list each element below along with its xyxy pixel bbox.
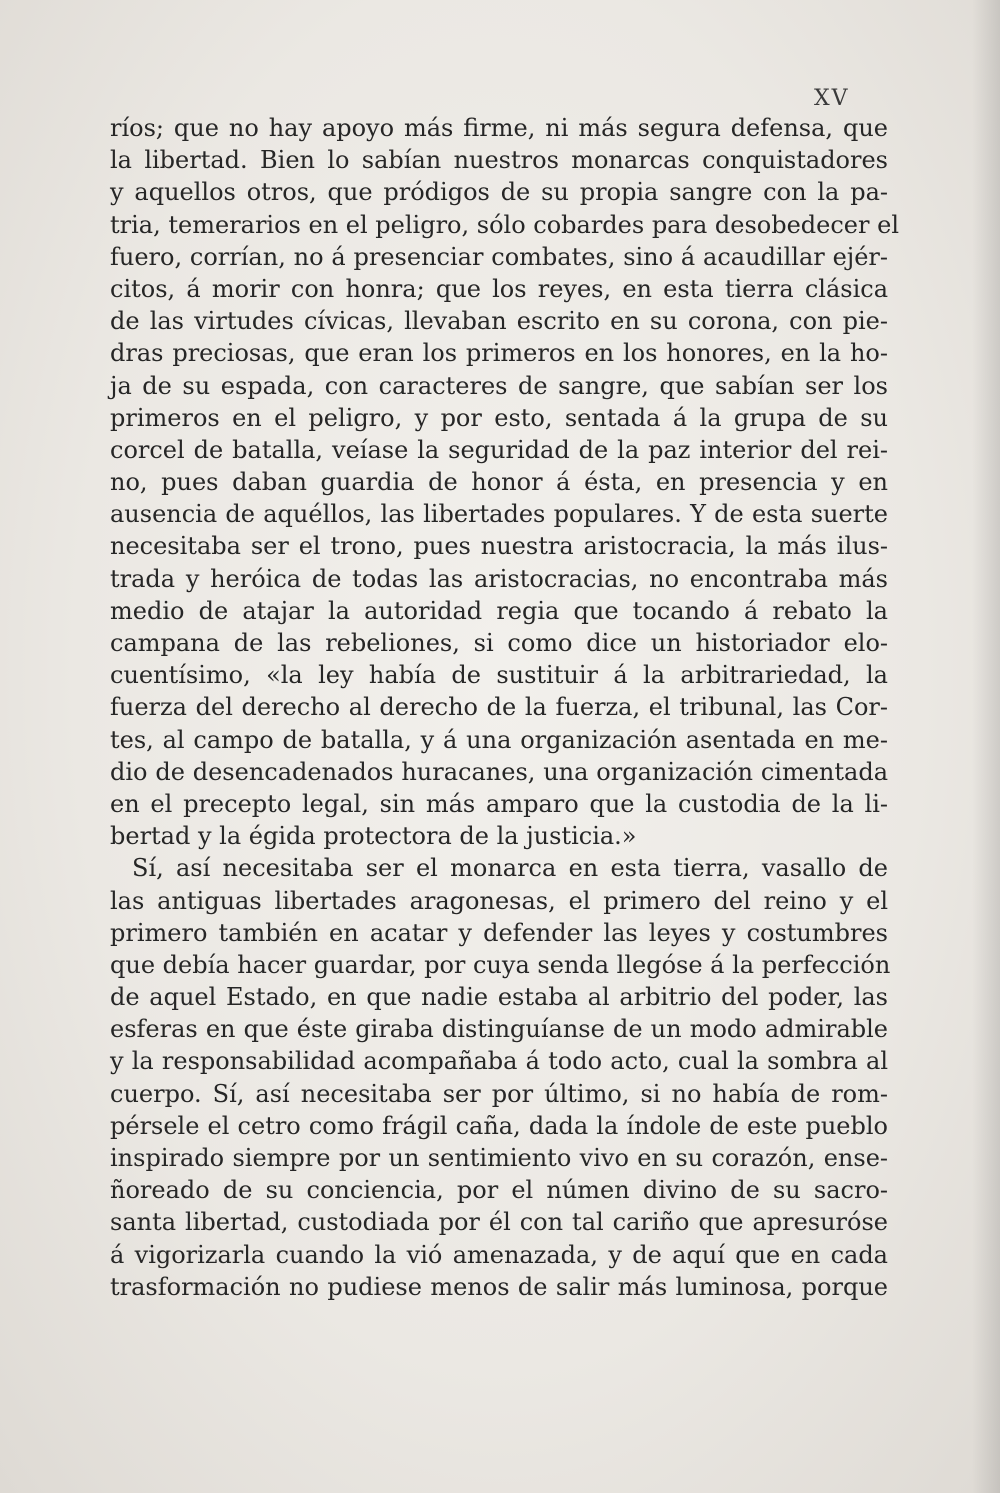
text-line: tria, temerarios en el peligro, sólo cobardes para desobedecer el — [110, 210, 899, 239]
paragraph-start-line: Sí, así necesitaba ser el monarca en esta tierra, vasallo de — [132, 854, 888, 883]
text-line: la libertad. Bien lo sabían nuestros monarcas conquistadores — [110, 146, 888, 175]
text-line: primero también en acatar y defender las leyes y costumbres — [110, 918, 888, 947]
text-line: medio de atajar la autoridad regia que tocando á rebato la — [110, 596, 888, 625]
text-line: dras preciosas, que eran los primeros en los honores, en la ho- — [110, 339, 888, 368]
text-line: de las virtudes cívicas, llevaban escrito en su corona, con pie- — [110, 307, 888, 336]
body-text — [110, 112, 899, 1303]
text-line: las antiguas libertades aragonesas, el primero del reino y el — [110, 886, 888, 915]
text-line: ja de su espada, con caracteres de sangre, que sabían ser los — [110, 371, 888, 400]
page-number: XV — [814, 86, 850, 111]
page-edge-shadow — [972, 0, 1000, 1493]
text-line: inspirado siempre por un sentimiento vivo en su corazón, ense- — [110, 1144, 888, 1172]
text-line: de aquel Estado, en que nadie estaba al arbitrio del poder, las — [110, 983, 888, 1012]
text-line: necesitaba ser el trono, pues nuestra aristocracia, la más ilus- — [110, 532, 888, 561]
text-line: ñoreado de su conciencia, por el númen divino de su sacro- — [110, 1176, 888, 1205]
text-line: esferas en que éste giraba distinguíanse de un modo admirable — [110, 1015, 888, 1044]
text-line: pérsele el cetro como frágil caña, dada la índole de este pueblo — [110, 1111, 888, 1140]
text-line: en el precepto legal, sin más amparo que la custodia de la li- — [110, 789, 888, 818]
paragraph-end-line: bertad y la égida protectora de la justicia.» — [110, 822, 637, 851]
text-line: y aquellos otros, que pródigos de su propia sangre con la pa- — [110, 178, 888, 207]
text-line: tes, al campo de batalla, y á una organización asentada en me- — [110, 725, 888, 754]
text-line: fuero, corrían, no á presenciar combates, sino á acaudillar ejér- — [110, 242, 888, 271]
text-line: citos, á morir con honra; que los reyes, en esta tierra clásica — [110, 274, 888, 303]
text-line: que debía hacer guardar, por cuya senda llegóse á la perfección — [110, 950, 891, 979]
text-line: no, pues daban guardia de honor á ésta, en presencia y en — [110, 468, 888, 497]
text-line: á vigorizarla cuando la vió amenazada, y de aquí que en cada — [110, 1240, 888, 1269]
text-line: trasformación no pudiese menos de salir más luminosa, porque — [110, 1272, 888, 1301]
text-line: dio de desencadenados huracanes, una organización cimentada — [110, 757, 888, 786]
text-line: santa libertad, custodiada por él con tal cariño que apresuróse — [110, 1208, 888, 1237]
text-line: cuerpo. Sí, así necesitaba ser por último, si no había de rom- — [110, 1079, 888, 1108]
text-line: trada y heróica de todas las aristocracias, no encontraba más — [110, 564, 888, 593]
text-line: corcel de batalla, veíase la seguridad de la paz interior del rei- — [110, 435, 888, 464]
text-line: ausencia de aquéllos, las libertades populares. Y de esta suerte — [110, 500, 888, 529]
text-line: primeros en el peligro, y por esto, sentada á la grupa de su — [110, 403, 888, 432]
text-line: cuentísimo, «la ley había de sustituir á la arbitrariedad, la — [110, 661, 888, 690]
text-line: ríos; que no hay apoyo más firme, ni más segura defensa, que — [110, 114, 888, 142]
text-line: y la responsabilidad acompañaba á todo acto, cual la sombra al — [110, 1047, 888, 1076]
text-line: fuerza del derecho al derecho de la fuerza, el tribunal, las Cor- — [110, 693, 888, 722]
text-line: campana de las rebeliones, si como dice un historiador elo- — [110, 629, 888, 657]
